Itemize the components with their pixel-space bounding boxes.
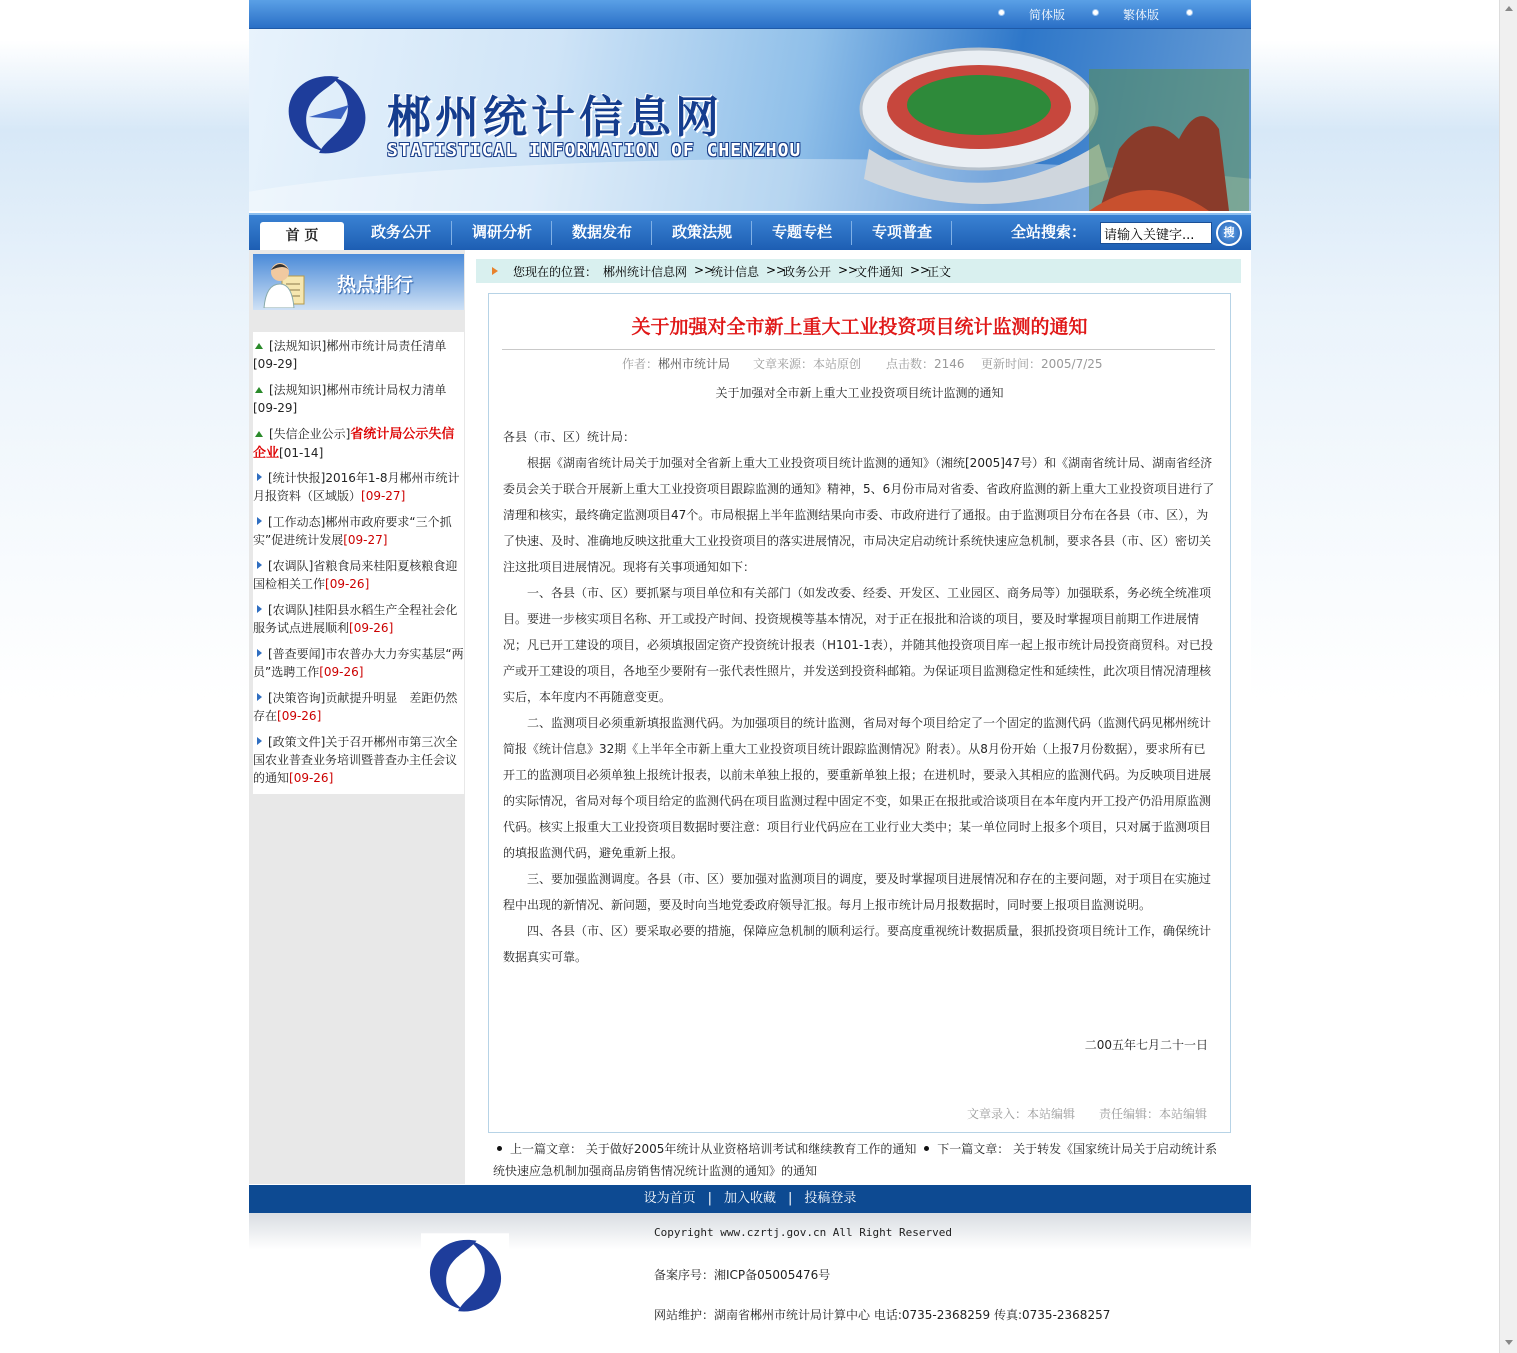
set-homepage-link[interactable]: 设为首页 [643,1191,696,1206]
search-input[interactable] [1100,222,1212,244]
article-title: 关于加强对全市新上重大工业投资项目统计监测的通知 [631,316,1088,338]
divider [502,349,1215,350]
up-arrow-icon [255,387,263,393]
simplified-link[interactable]: 简体版 [1029,8,1066,22]
search-button[interactable]: 搜 [1216,220,1242,246]
nav-census[interactable]: 专项普查 [872,223,933,241]
article-updated: 更新时间：2005/7/25 [981,357,1103,371]
page [249,0,1251,1335]
logo-icon [279,69,374,159]
list-item[interactable]: [决策咨询]贡献提升明显 差距仍然存在[09-26] [253,691,458,723]
arrow-icon [257,561,262,569]
signature-date: 二00五年七月二十一日 [1084,1038,1208,1052]
site-title: 郴州统计信息网 [387,92,723,143]
prev-next-links: 上一篇文章： 关于做好2005年统计从业资格培训考试和继续教育工作的通知 下一篇文章： 关于转发《国家统计局关于启动统计系统快速应急机制加强商品房销售情况统计监测的通知》的通知 [493,1142,1218,1178]
arrow-icon [257,737,262,745]
arrow-icon [257,693,262,701]
nav-data-release[interactable]: 数据发布 [572,223,633,241]
scrollbar[interactable] [1499,0,1517,1353]
nav-divider [551,221,552,245]
bullet-icon [1092,9,1099,16]
footer [249,1213,1251,1335]
header-banner [249,29,1251,211]
list-item[interactable]: [普查要闻]市农普办大力夯实基层“两员”选聘工作[09-26] [253,647,464,679]
article-author: 作者：郴州市统计局 [622,357,731,371]
submit-login-link[interactable]: 投稿登录 [804,1191,857,1206]
article-entry: 文章录入：本站编辑 [967,1107,1076,1121]
search-label: 全站搜索： [1011,223,1087,241]
arrow-icon [257,605,262,613]
bullet-icon [924,1146,929,1151]
scroll-up-icon[interactable] [1505,6,1513,11]
nav-divider [951,221,952,245]
next-article-link[interactable]: 关于转发《国家统计局关于启动统计系统快速应急机制加强商品房销售情况统计监测的通知》的通知 [493,1142,1218,1178]
nav-policy[interactable]: 政策法规 [672,223,733,241]
paragraph: 各县（市、区）统计局： [503,430,636,444]
copyright: Copyright www.czrtj.gov.cn All Right Reserved [654,1226,953,1239]
hot-ranking-title: 热点排行 [337,274,414,296]
hot-ranking-list [253,332,464,794]
icp-number: 备案序号：湘ICP备05005476号 [654,1268,831,1282]
traditional-link[interactable]: 繁体版 [1123,8,1160,22]
user-icon [262,258,310,308]
article [488,293,1231,1133]
nav-divider [451,221,452,245]
list-item[interactable]: [失信企业公示]省统计局公示失信企业[01-14] [253,427,455,461]
paragraph: 四、各县（市、区）要采取必要的措施，保障应急机制的顺利运行。要高度重视统计数据质量，狠抓投资项目统计工作，确保统计数据真实可靠。 [503,924,1212,964]
add-favorite-link[interactable]: 加入收藏 [723,1191,776,1206]
nav-special-topics[interactable]: 专题专栏 [772,223,833,241]
up-arrow-icon [255,343,263,349]
list-item[interactable]: [法规知识]郴州市统计局责任清单 [09-29] [253,339,447,371]
breadcrumb-notices[interactable]: 文件通知 [855,265,904,279]
nav-government-affairs[interactable]: 政务公开 [371,223,432,241]
stadium-image [849,29,1251,211]
hot-ranking-header [253,254,464,310]
list-item[interactable]: [工作动态]郴州市政府要求“三个抓实”促进统计发展[09-27] [253,515,452,547]
arrow-icon [492,267,498,275]
list-item[interactable]: [农调队]桂阳县水稻生产全程社会化服务试点进展顺利[09-26] [253,603,458,635]
paragraph: 二、监测项目必须重新填报监测代码。为加强项目的统计监测，省局对每个项目给定了一个固定的监测代码（监测代码见郴州统计简报《统计信息》32期《上半年全市新上重大工业投资项目统计跟踪监测情况》附表）。从8月份开始（上报7月份数据），要求所有已开工的监测项目必须单独上报统计报表，以前未单独上报的，要重新单独上报；在进机时，要录入其相应的监测代码。为反映项目进展的实际情况，省局对每个项目给定的监测代码在项目监测过程中固定不变，如果正在报批或洽谈项目在本年度内开工投产仍沿用原监测代码。核实上报重大工业投资项目数据时要注意：项目行业代码应在工业行业大类中；某一单位同时上报多个项目，只对属于监测项目的填报监测代码，避免重新上报。 [503,716,1212,860]
arrow-icon [257,649,262,657]
bullet-icon [998,9,1005,16]
logo-icon [421,1233,509,1317]
prev-article-link[interactable]: 关于做好2005年统计从业资格培训考试和继续教育工作的通知 [585,1142,917,1156]
bullet-icon [1186,9,1193,16]
nav-home-tab[interactable]: 首 页 [260,222,344,252]
nav-divider [851,221,852,245]
top-bar [249,0,1251,29]
breadcrumb-gov-affairs[interactable]: 政务公开 [783,265,832,279]
list-item[interactable]: [政策文件]关于召开郴州市第三次全国农业普查业务培训暨普查办主任会议的通知[09-26] [253,735,458,785]
article-source: 文章来源：本站原创 [753,357,862,371]
list-item[interactable]: [农调队]省粮食局来桂阳夏核粮食迎国检相关工作[09-26] [253,559,458,591]
main-nav [249,213,1251,250]
sidebar [249,250,465,1184]
arrow-icon [257,473,262,481]
paragraph: 根据《湖南省统计局关于加强对全省新上重大工业投资项目统计监测的通知》（湘统[2005]47号）和《湖南省统计局、湖南省经济委员会关于联合开展新上重大工业投资项目跟踪监测的通知》精神，5、6月份市局对省委、省政府监测的新上重大工业投资项目进行了清理和核实，最终确定监测项目47个。市局根据上半年监测结果向市委、市政府进行了通报。由于监测项目分布在各县（市、区），为了快速、及时、准确地反映这批重大工业投资项目的落实进展情况，市局决定启动统计系统快速应急机制，要求各县（市、区）密切关注这批项目进展情况。现将有关事项通知如下： [503,456,1215,574]
article-editor: 责任编辑：本站编辑 [1099,1107,1208,1121]
list-item[interactable]: [法规知识]郴州市统计局权力清单 [09-29] [253,383,447,415]
breadcrumb-home[interactable]: 郴州统计信息网 [603,265,688,279]
up-arrow-icon [255,431,263,437]
breadcrumb-current: 正文 [927,265,952,279]
footer-links: 设为首页 | 加入收藏 | 投稿登录 [249,1185,1251,1213]
site-title-english: STATISTICAL INFORMATION OF CHENZHOU [387,140,802,161]
nav-research[interactable]: 调研分析 [472,223,533,241]
nav-divider [751,221,752,245]
article-hits: 点击数：2146 [886,357,965,371]
bullet-icon [497,1146,502,1151]
nav-divider [651,221,652,245]
scroll-down-icon[interactable] [1505,1340,1513,1345]
article-subtitle: 关于加强对全市新上重大工业投资项目统计监测的通知 [715,386,1004,400]
breadcrumb: 您现在的位置： 郴州统计信息网 >> 统计信息 >> 政务公开 >> 文件通知 >> 正文 [476,259,1241,283]
maintainer-info: 网站维护：湖南省郴州市统计局计算中心 电话:0735-2368259 传真:0735-2368257 [654,1308,1111,1322]
paragraph: 三、要加强监测调度。各县（市、区）要加强对监测项目的调度，要及时掌握项目进展情况和存在的主要问题，对于项目在实施过程中出现的新情况、新问题，要及时向当地党委政府领导汇报。每月上报市统计局月报数据时，同时要上报项目监测说明。 [503,872,1212,912]
arrow-icon [257,517,262,525]
breadcrumb-stats-info[interactable]: 统计信息 [711,265,760,279]
breadcrumb-label: 您现在的位置： [513,265,598,279]
paragraph: 一、各县（市、区）要抓紧与项目单位和有关部门（如发改委、经委、开发区、工业园区、商务局等）加强联系，务必统全统准项目。要进一步核实项目名称、开工或投产时间、投资规模等基本情况，对于正在报批和洽谈的项目，要及时掌握项目前期工作进展情况；凡已开工建设的项目，必须填报固定资产投资统计报表（H101-1表），并随其他投资项目库一起上报市统计局投资商贸科。对已投产或开工建设的项目，各地至少要附有一张代表性照片，并发送到投资科邮箱。为保证项目监测稳定性和延续性，此次项目情况清理核实后，本年度内不再随意变更。 [503,586,1213,704]
list-item[interactable]: [统计快报]2016年1-8月郴州市统计月报资料（区域版）[09-27] [253,471,460,503]
